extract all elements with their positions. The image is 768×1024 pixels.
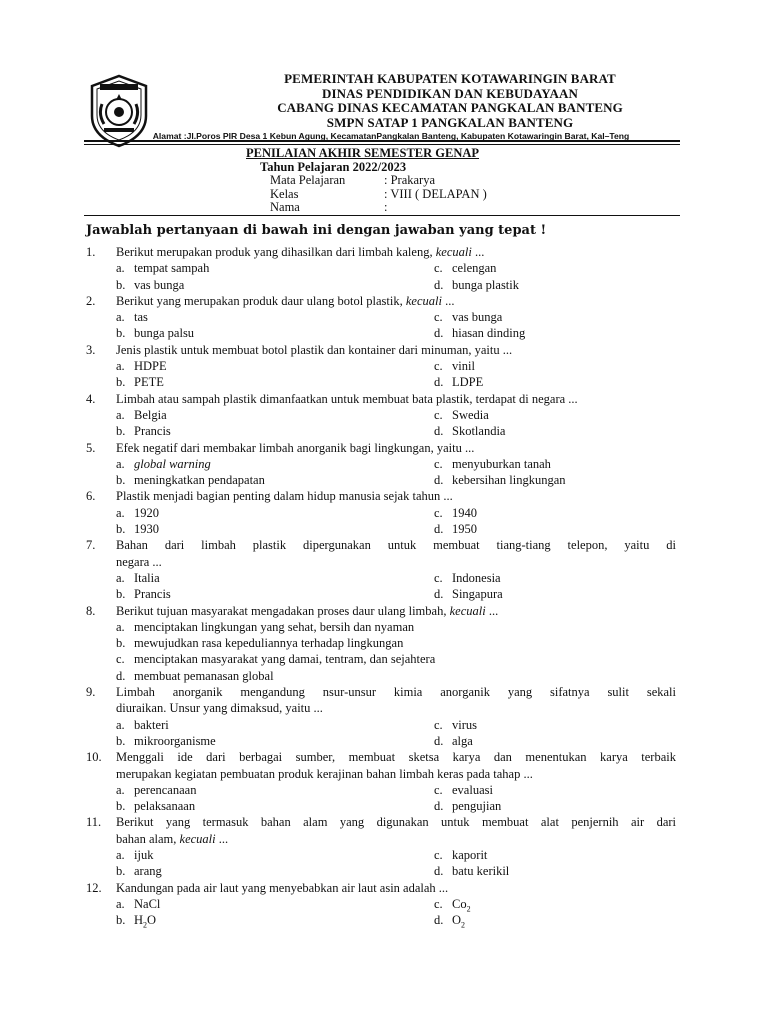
section-divider	[84, 215, 680, 216]
option-letter: a.	[116, 505, 125, 520]
option-text: $O_2$	[452, 913, 466, 930]
option-letter: d.	[434, 277, 444, 292]
question-line	[0, 342, 768, 358]
option-letter: b.	[116, 587, 126, 602]
option-text: batu kerikil	[452, 864, 510, 879]
question-item	[0, 244, 768, 293]
question-text: negara ...	[116, 554, 162, 569]
option	[116, 782, 434, 798]
option-letter: c.	[434, 847, 443, 862]
option	[116, 358, 434, 374]
option	[116, 472, 434, 488]
question-number: 11.	[86, 815, 102, 830]
option	[434, 325, 752, 341]
option-text: Prancis	[134, 424, 171, 439]
option	[116, 505, 434, 521]
option	[116, 912, 434, 928]
option-text: meningkatkan pendapatan	[134, 473, 265, 488]
question-item	[0, 814, 768, 879]
question-text: Plastik menjadi bagian penting dalam hidup manusia sejak tahun ...	[116, 489, 453, 504]
option-text: LDPE	[452, 375, 484, 390]
question-line	[0, 831, 768, 847]
option	[116, 456, 434, 472]
letterhead-line-1: PEMERINTAH KABUPATEN KOTAWARINGIN BARAT	[284, 71, 616, 86]
option-text: evaluasi	[452, 782, 493, 797]
question-number: 8.	[86, 603, 96, 618]
option-letter: b.	[116, 733, 126, 748]
option-letter: b.	[116, 277, 126, 292]
field-subject	[246, 174, 487, 188]
question-text: bahan alam, kecuali ...	[116, 831, 229, 846]
question-line	[0, 554, 768, 570]
option-letter: c.	[434, 359, 443, 374]
letterhead-line-3: CABANG DINAS KECAMATAN PANGKALAN BANTENG	[277, 100, 623, 115]
option-text: 1940	[452, 505, 477, 520]
option	[434, 521, 752, 537]
question-text: Kandungan pada air laut yang menyebabkan air laut asin adalah ...	[116, 880, 449, 895]
option-text: vas bunga	[452, 310, 503, 325]
question-item	[0, 603, 768, 684]
option-text: PETE	[134, 375, 164, 390]
option-letter: c.	[434, 782, 443, 797]
option-row	[0, 798, 768, 814]
option-row	[0, 521, 768, 537]
option	[116, 260, 434, 276]
option-letter: d.	[434, 522, 444, 537]
option	[116, 586, 434, 602]
option-letter: b.	[116, 424, 126, 439]
option	[434, 260, 752, 276]
option-letter: c.	[116, 652, 125, 667]
option	[116, 423, 434, 439]
option-text: $Co_2$	[452, 896, 471, 914]
question-number: 4.	[86, 391, 96, 406]
option-text: $H_2O$	[134, 913, 157, 930]
option-letter: b.	[116, 636, 126, 651]
option	[116, 863, 434, 879]
question-line	[0, 880, 768, 896]
question-emphasis: kecuali	[179, 831, 216, 846]
question-text: Berikut yang merupakan produk daur ulang botol plastik, kecuali ...	[116, 293, 455, 308]
option-row	[0, 505, 768, 521]
option-letter: c.	[434, 717, 443, 732]
option	[116, 374, 434, 390]
letterhead-line-2: DINAS PENDIDIKAN DAN KEBUDAYAAN	[321, 85, 579, 101]
option	[116, 407, 434, 423]
option	[116, 847, 434, 863]
question-line	[0, 488, 768, 504]
option-row	[0, 635, 768, 651]
question-item	[0, 488, 768, 537]
question-text: Berikut tujuan masyarakat mengadakan proses daur ulang limbah, kecuali ...	[116, 603, 499, 618]
option-text: pengujian	[452, 799, 502, 814]
option-text: HDPE	[134, 359, 167, 374]
question-text: Efek negatif dari membakar limbah anorganik bagi lingkungan, yaitu ...	[116, 440, 475, 455]
question-text: Limbah anorganik mengandung nsur-unsur kimia anorganik yang sifatnya sulit sekali	[116, 685, 676, 700]
question-number: 2.	[86, 293, 96, 308]
option-letter: a.	[116, 359, 125, 374]
option-row	[0, 472, 768, 488]
option	[434, 505, 752, 521]
question-text: diuraikan. Unsur yang dimaksud, yaitu ...	[116, 701, 323, 716]
option-text: Singapura	[452, 587, 503, 602]
question-item	[0, 342, 768, 391]
option-text: NaCl	[134, 896, 161, 911]
question-line	[0, 700, 768, 716]
question-number	[0, 766, 116, 782]
option	[434, 717, 752, 733]
option	[116, 896, 434, 912]
option-text: membuat pemanasan global	[134, 668, 274, 683]
option-letter: d.	[434, 587, 444, 602]
question-emphasis: kecuali	[405, 293, 442, 308]
option	[434, 407, 752, 423]
option-letter: a.	[116, 570, 125, 585]
field-class	[246, 188, 487, 202]
header-divider-thick	[84, 140, 680, 142]
option-row	[0, 358, 768, 374]
question-number	[0, 554, 116, 570]
option-text: vas bunga	[134, 277, 185, 292]
option	[434, 570, 752, 586]
option-row	[0, 863, 768, 879]
instruction: Jawablah pertanyaan di bawah ini dengan jawaban yang tepat !	[86, 223, 547, 238]
header-divider-thin	[84, 144, 680, 145]
question-text: Menggali ide dari berbagai sumber, membuat sketsa karya dan menentukan karya terbaik	[116, 750, 676, 765]
option	[116, 733, 434, 749]
option-text: 1920	[134, 505, 159, 520]
option-text: hiasan dinding	[452, 326, 526, 341]
option	[434, 472, 752, 488]
question-emphasis: kecuali	[435, 245, 472, 259]
option	[116, 521, 434, 537]
option	[116, 309, 434, 325]
option-letter: b.	[116, 913, 126, 928]
school-address: Alamat :Jl.Poros PIR Desa 1 Kebun Agung, KecamatanPangkalan Banteng, Kabupaten Kotawaringin Barat, Kal–Teng	[152, 131, 630, 141]
question-line	[0, 603, 768, 619]
question-item	[0, 537, 768, 602]
option-row	[0, 456, 768, 472]
question-item	[0, 684, 768, 749]
option-letter: b.	[116, 864, 126, 879]
question-number: 5.	[86, 440, 96, 455]
option-letter: a.	[116, 407, 125, 422]
field-value: :	[384, 200, 388, 215]
option-text: bunga palsu	[134, 326, 195, 341]
option-letter: a.	[116, 456, 125, 471]
option-text: celengan	[452, 261, 497, 276]
question-item	[0, 880, 768, 929]
question-number: 3.	[86, 342, 96, 357]
option-letter: a.	[116, 619, 125, 634]
option	[434, 847, 752, 863]
option-letter: c.	[434, 310, 443, 325]
option	[434, 423, 752, 439]
option-letter: a.	[116, 261, 125, 276]
option-row	[0, 733, 768, 749]
option-letter: d.	[434, 733, 444, 748]
option-text: Swedia	[452, 407, 489, 422]
option-text: 1950	[452, 522, 477, 537]
option-letter: c.	[434, 505, 443, 520]
question-line	[0, 814, 768, 830]
option-row	[0, 651, 768, 667]
option-text: global warning	[134, 456, 211, 471]
option-text: bakteri	[134, 717, 169, 732]
question-number: 6.	[86, 489, 96, 504]
option	[434, 309, 752, 325]
question-list	[0, 244, 768, 928]
option-letter: c.	[434, 261, 443, 276]
option	[434, 896, 752, 912]
option-letter: d.	[434, 864, 444, 879]
option-text: Italia	[134, 570, 160, 585]
question-line	[0, 244, 768, 260]
option-text: kaporit	[452, 847, 488, 862]
option-letter: d.	[434, 913, 444, 928]
question-number: 10.	[86, 750, 102, 765]
option-text: vinil	[452, 359, 475, 374]
option-text: kebersihan lingkungan	[452, 473, 566, 488]
option-letter: b.	[116, 799, 126, 814]
question-text: Jenis plastik untuk membuat botol plastik dan kontainer dari minuman, yaitu ...	[116, 342, 513, 357]
question-text: merupakan kegiatan pembuatan produk kerajinan bahan limbah keras pada tahap ...	[116, 766, 533, 781]
question-line	[0, 293, 768, 309]
option-letter: a.	[116, 896, 125, 911]
option-text: 1930	[134, 522, 159, 537]
option-row	[0, 619, 768, 635]
exam-title: PENILAIAN AKHIR SEMESTER GENAP	[246, 146, 480, 160]
option-letter: a.	[116, 310, 125, 325]
option-text: tas	[134, 310, 148, 325]
option-letter: c.	[434, 456, 443, 471]
option	[434, 277, 752, 293]
option-row	[0, 912, 768, 928]
option-text: alga	[452, 733, 473, 748]
question-emphasis: kecuali	[449, 603, 486, 618]
option-text: ijuk	[134, 847, 154, 862]
option-text: pelaksanaan	[134, 799, 196, 814]
question-line	[0, 749, 768, 765]
option-row	[0, 570, 768, 586]
option-text: Prancis	[134, 587, 171, 602]
option-row	[0, 782, 768, 798]
question-text: Limbah atau sampah plastik dimanfaatkan untuk membuat bata plastik, terdapat di negara ...	[116, 391, 578, 406]
option-text: menciptakan masyarakat yang damai, tentram, dan sejahtera	[134, 652, 436, 667]
question-line	[0, 684, 768, 700]
option-row	[0, 407, 768, 423]
field-label: Kelas	[270, 186, 299, 201]
option-row	[0, 309, 768, 325]
option	[116, 277, 434, 293]
option-row	[0, 896, 768, 912]
option	[434, 456, 752, 472]
option-row	[0, 260, 768, 276]
option-text: mikroorganisme	[134, 733, 216, 748]
option-letter: d.	[434, 424, 444, 439]
option-row	[0, 668, 768, 684]
question-item	[0, 749, 768, 814]
question-number: 9.	[86, 685, 96, 700]
question-line	[0, 391, 768, 407]
question-number	[0, 831, 116, 847]
question-item	[0, 391, 768, 440]
option-letter: c.	[434, 407, 443, 422]
option-letter: c.	[434, 896, 443, 911]
option-text: menyuburkan tanah	[452, 456, 551, 471]
exam-info	[246, 147, 487, 215]
option-row	[0, 325, 768, 341]
option	[116, 325, 434, 341]
option-letter: d.	[434, 375, 444, 390]
question-number: 12.	[86, 880, 102, 895]
question-text: Berikut yang termasuk bahan alam yang digunakan untuk membuat alat penjernih air dari	[116, 815, 676, 830]
question-text: Bahan dari limbah plastik dipergunakan untuk membuat tiang-tiang telepon, yaitu di	[116, 538, 676, 553]
option-row	[0, 717, 768, 733]
question-number: 1.	[86, 245, 96, 259]
option-row	[0, 423, 768, 439]
question-line	[0, 537, 768, 553]
field-name	[246, 201, 487, 215]
question-number	[0, 700, 116, 716]
option-text: bunga plastik	[452, 277, 520, 292]
question-number: 7.	[86, 538, 96, 553]
option-letter: b.	[116, 326, 126, 341]
option-letter: c.	[434, 570, 443, 585]
question-line	[0, 440, 768, 456]
option	[434, 782, 752, 798]
exam-year: Tahun Pelajaran 2022/2023	[260, 159, 407, 174]
option	[434, 586, 752, 602]
option	[116, 798, 434, 814]
question-text: Berikut merupakan produk yang dihasilkan dari limbah kaleng, kecuali ...	[116, 245, 485, 259]
option	[116, 570, 434, 586]
option-text: Belgia	[134, 407, 167, 422]
field-value: : VIII ( DELAPAN )	[384, 186, 487, 201]
option-text: Skotlandia	[452, 424, 506, 439]
option-row	[0, 586, 768, 602]
option-letter: d.	[434, 799, 444, 814]
option-letter: b.	[116, 522, 126, 537]
option-letter: a.	[116, 717, 125, 732]
option-text: Indonesia	[452, 570, 501, 585]
option-text: perencanaan	[134, 782, 197, 797]
field-label: Mata Pelajaran	[270, 173, 346, 188]
field-label: Nama	[270, 200, 300, 215]
option	[434, 374, 752, 390]
option-row	[0, 374, 768, 390]
option	[434, 733, 752, 749]
option	[116, 717, 434, 733]
option-text: tempat sampah	[134, 261, 210, 276]
option-text: menciptakan lingkungan yang sehat, bersih dan nyaman	[134, 619, 415, 634]
option-letter: a.	[116, 847, 125, 862]
option-letter: b.	[116, 375, 126, 390]
option-text: virus	[452, 717, 477, 732]
option-letter: d.	[116, 668, 126, 683]
question-line	[0, 766, 768, 782]
letterhead	[140, 72, 760, 142]
option-row	[0, 277, 768, 293]
option-letter: a.	[116, 782, 125, 797]
option	[434, 358, 752, 374]
option	[434, 798, 752, 814]
option-row	[0, 847, 768, 863]
option-letter: d.	[434, 473, 444, 488]
option	[434, 912, 752, 928]
option	[434, 863, 752, 879]
option-letter: d.	[434, 326, 444, 341]
question-item	[0, 293, 768, 342]
option-text: mewujudkan rasa kepeduliannya terhadap lingkungan	[134, 636, 404, 651]
field-value: : Prakarya	[384, 173, 436, 188]
option-letter: b.	[116, 473, 126, 488]
letterhead-line-4: SMPN SATAP 1 PANGKALAN BANTENG	[326, 114, 574, 130]
option-text: arang	[134, 864, 162, 879]
question-item	[0, 440, 768, 489]
